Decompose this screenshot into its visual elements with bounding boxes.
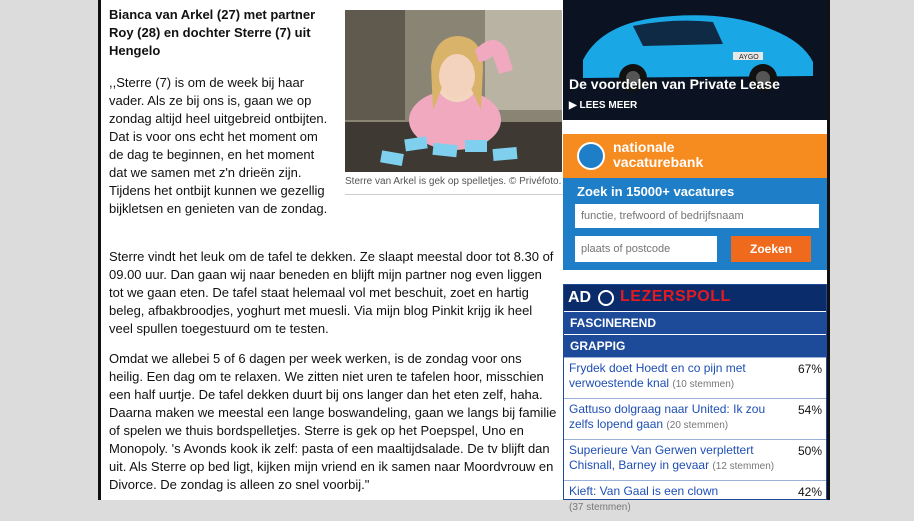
poll-title: LEZERSPOLL: [620, 288, 731, 305]
article-column: [109, 0, 562, 500]
vacaturebank-logo-icon: [577, 142, 605, 170]
ad-logo: AD: [568, 289, 592, 306]
photo-illustration: [345, 10, 562, 172]
poll-item-percentage: 42%: [797, 485, 822, 499]
check-icon: [598, 290, 614, 306]
poll-item-percentage: 50%: [797, 444, 822, 458]
vacaturebank-brand: nationale vacaturebank: [613, 139, 704, 170]
poll-item[interactable]: [564, 480, 826, 521]
vacaturebank-widget: [563, 134, 827, 270]
poll-item-title[interactable]: Superieure Van Gerwen verplettert Chisnall, Barney in gevaar: [569, 443, 754, 472]
vacature-location-input[interactable]: [575, 236, 717, 262]
poll-item[interactable]: [564, 357, 826, 398]
vacaturebank-header: [563, 134, 827, 178]
poll-item-title[interactable]: Kieft: Van Gaal is een clown: [569, 484, 719, 498]
poll-item[interactable]: [564, 439, 826, 480]
article-photo[interactable]: [345, 10, 562, 172]
vacaturebank-title: Zoek in 15000+ vacatures: [577, 184, 735, 199]
poll-item[interactable]: [564, 398, 826, 439]
poll-item-votes: (10 stemmen): [672, 379, 735, 390]
private-lease-ad[interactable]: [563, 0, 827, 120]
article-figure: [345, 10, 563, 195]
article-intro: [109, 6, 334, 218]
article-paragraph-2: Sterre vindt het leuk om de tafel te dekken. Ze slaapt meestal door tot 8.30 of 09.00 uur. Dan gaan wij naar beneden en blijft mijn partner nog even liggen tot we gaan eten. De tafel staat helemaal vol met beschuit, zoet en hartig beleg, afbakbroodjes, yoghurt met muesli. Via mijn blog Pinkit krijg ik heel veel spullen toegestuurd om te testen.: [109, 249, 554, 336]
reader-poll: [563, 284, 827, 513]
poll-header: [564, 285, 826, 311]
caption-divider: [345, 188, 563, 195]
article-paragraph-3: Omdat we allebei 5 of 6 dagen per week werken, is de zondag voor ons heilig. Een dag om te relaxen. We zitten niet uren te tafelen hoor, misschien een half uurtje. De tafel dekken duurt bij ons langer dan het eten zelf, haha. Daarna maken we meestal een lange boswandeling, gaan we langs bij familie of spelen we thuis bordspelletjes. Sterre is gek op het Poepspel, Uno en Monopoly. 's Avonds kook ik zelf: pasta of een maaltijdsalade. De tv blijft dan uit. Als Sterre op bed ligt, kijken mijn vriend en ik samen naar Moordvrouw en Divorce. De zondag is alleen zo snel voorbij.": [109, 351, 557, 492]
photo-caption: Sterre van Arkel is gek op spelletjes. © Privéfoto.: [345, 176, 562, 187]
poll-category-grappig[interactable]: GRAPPIG: [564, 334, 826, 357]
poll-item-percentage: 54%: [797, 403, 822, 417]
article-subheading: Bianca van Arkel (27) met partner Roy (28) en dochter Sterre (7) uit Hengelo: [109, 7, 316, 58]
poll-item-votes: (20 stemmen): [666, 420, 729, 431]
poll-item-title[interactable]: Gattuso dolgraag naar United: Ik zou zelfs lopend gaan: [569, 402, 766, 431]
vacature-search-input[interactable]: [575, 204, 819, 228]
poll-item-percentage: 67%: [797, 362, 822, 376]
car-badge: AYGO: [739, 54, 759, 61]
poll-item-title[interactable]: Frydek doet Hoedt en co pijn met verwoestende knal: [569, 361, 746, 390]
ad-headline: De voordelen van Private Lease: [569, 76, 780, 92]
page-frame: [98, 0, 830, 513]
poll-category-fascinerend[interactable]: FASCINEREND: [564, 311, 826, 334]
ad-read-more-link[interactable]: ▶ LEES MEER: [569, 100, 638, 111]
poll-item-votes: (37 stemmen): [569, 502, 631, 513]
vacature-search-button[interactable]: Zoeken: [731, 236, 811, 262]
sidebar: [563, 0, 829, 513]
article-quote: ,,Sterre (7) is om de week bij haar vader. Als ze bij ons is, gaan we op zondag altijd heel uitgebreid ontbijten. Dat is voor ons echt het moment om de dag te beginnen, en het moment dat we samen met z'n drieën zijn. Tijdens het ontbijt kunnen we gezellig bijkletsen en genieten van de zondag.: [109, 75, 328, 216]
poll-item-votes: (12 stemmen): [712, 461, 775, 472]
